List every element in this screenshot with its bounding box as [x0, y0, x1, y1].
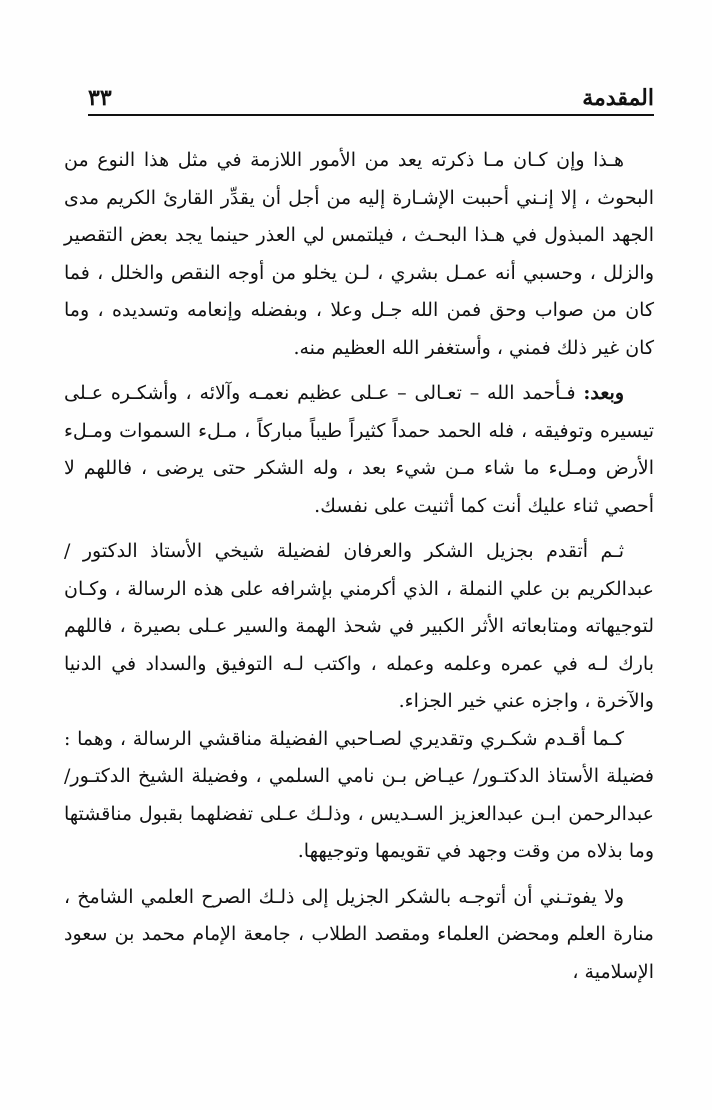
paragraph-lead: وبعد:	[583, 382, 624, 404]
paragraph-text: هـذا وإن كـان مـا ذكرته يعد من الأمور اللازمة في مثل هذا النوع من البحوث ، إلا إنـني أحببت الإشـارة إليه من أجل أن يقدِّر القارئ الكريم مدى الجهد المبذول في هـذا البحـث ، فيلتمس لي العذر حينما يجد بعض التقصير والزلل ، وحسبي أنه عمـل بشري ، لـن يخلو من أوجه النقص والخلل ، فما كان من صواب وحق فمن الله جـل وعلا ، وبفضله وإنعامه وتسديده ، وما كان غير ذلك فمني ، وأستغفر الله العظيم منه.	[64, 149, 654, 359]
paragraph	[64, 142, 654, 367]
paragraph-text: ثـم أتقدم بجزيل الشكر والعرفان لفضيلة شيخي الأستاذ الدكتور / عبدالكريم بن علي النملة ، الذي أكرمني بإشرافه على هذه الرسالة ، وكـان لتوجيهاته ومتابعاته الأثر الكبير في شحذ الهمة والسير عـلى بصيرة ، فاللهم بارك لـه في عمره وعلمه وعمله ، واكتب لـه التوفيق والسداد في الدنيا والآخرة ، واجزه عني خير الجزاء.	[64, 540, 654, 712]
page-header	[88, 78, 654, 116]
paragraph-text: فـأحمد الله – تعـالى – عـلى عظيم نعمـه وآلائه ، وأشكـره عـلى تيسيره وتوفيقه ، فله الحمد حمداً كثيراً طيباً مباركاً ، مـلء السموات ومـلء الأرض ومـلء ما شاء مـن شيء بعد ، وله الشكر حتى يرضى ، فاللهم لا أحصي ثناء عليك أنت كما أثنيت على نفسك.	[64, 382, 654, 517]
paragraph	[64, 375, 654, 525]
paragraph	[64, 879, 654, 992]
paragraph	[64, 721, 654, 871]
paragraph	[64, 533, 654, 721]
body-text	[64, 142, 654, 991]
page-number: ٣٣	[88, 85, 112, 111]
paragraph-text: كـما أقـدم شكـري وتقديري لصـاحبي الفضيلة مناقشي الرسالة ، وهما : فضيلة الأستاذ الدكتـور/ عيـاض بـن نامي السلمي ، وفضيلة الشيخ الدكتـور/ عبدالرحمن ابـن عبدالعزيز السـديس ، وذلـك عـلى تفضلهما بقبول مناقشتها وما بذلاه من وقت وجهد في تقويمها وتوجيهها.	[64, 727, 654, 862]
paragraph-text: ولا يفوتـني أن أتوجـه بالشكر الجزيل إلى ذلـك الصرح العلمي الشامخ ، منارة العلم ومحضن العلماء ومقصد الطلاب ، جامعة الإمام محمد بن سعود الإسلامية ،	[64, 885, 654, 983]
section-title: المقدمة	[582, 85, 654, 111]
